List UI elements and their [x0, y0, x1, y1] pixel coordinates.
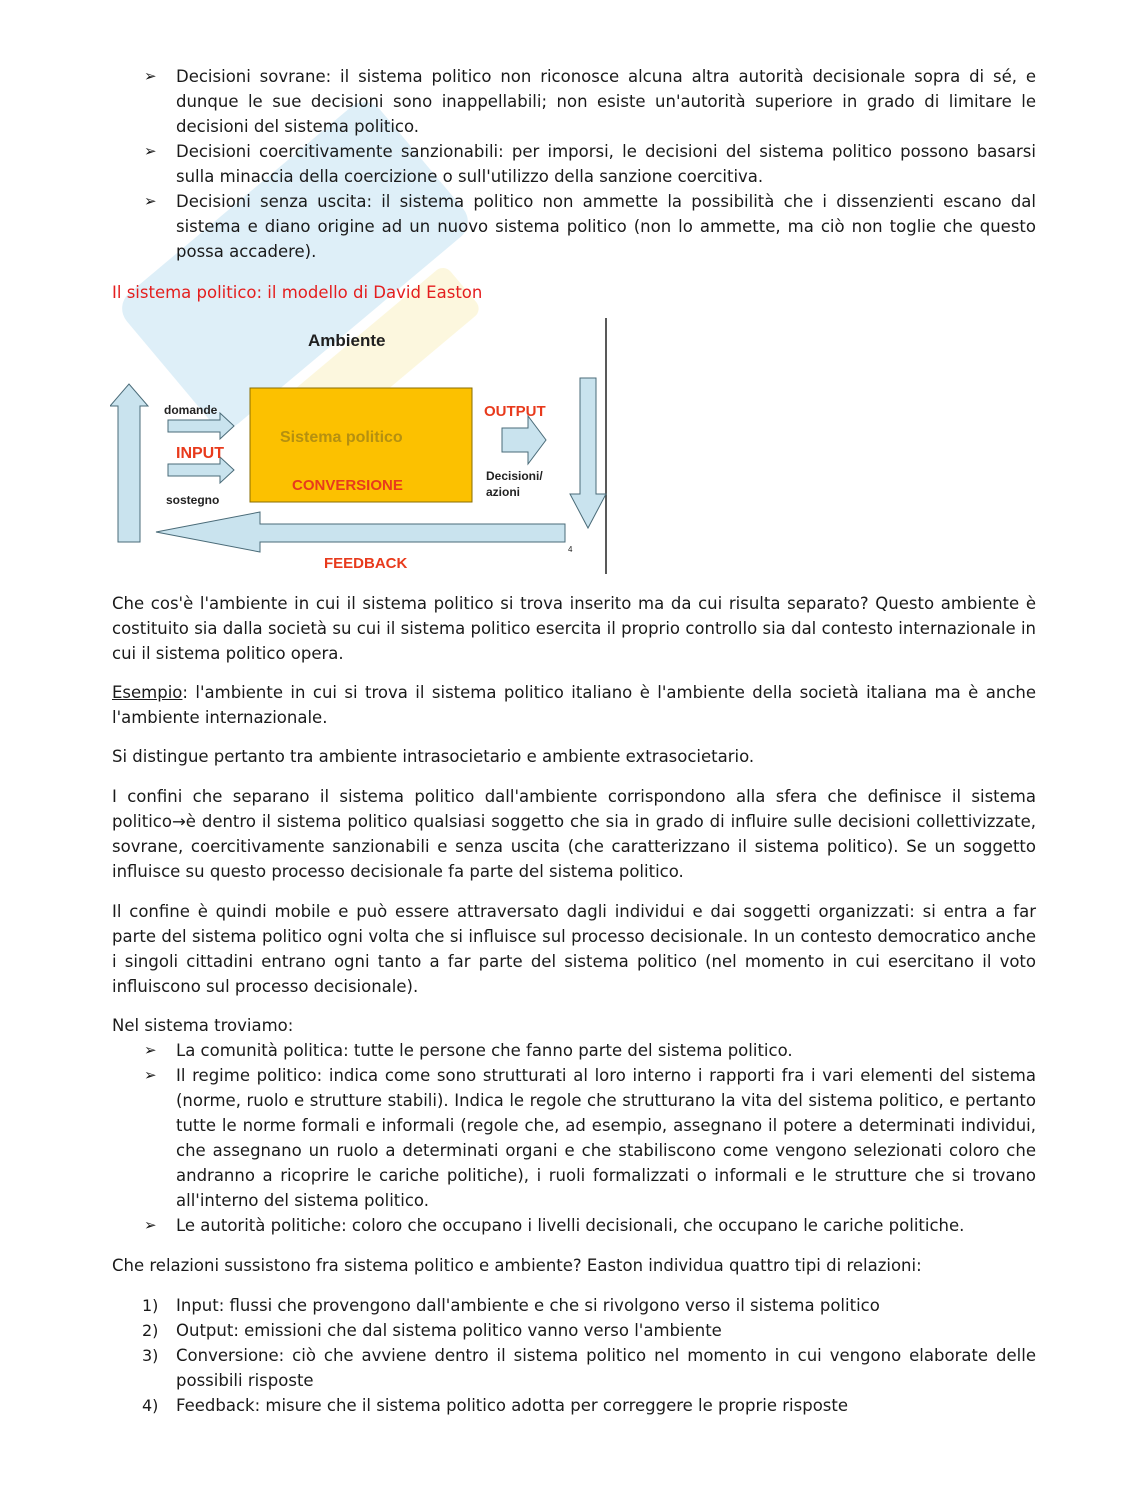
bullet-arrow-icon: ➢	[144, 192, 157, 210]
left-up-arrow	[110, 384, 148, 542]
list-item: 1) Input: flussi che provengono dall'ambiente e che si rivolgono verso il sistema politico	[112, 1293, 1036, 1318]
output-arrow	[502, 416, 546, 464]
feedback-label: FEEDBACK	[324, 555, 408, 572]
list-item: 4) Feedback: misure che il sistema politico adotta per correggere le proprie risposte	[112, 1393, 1036, 1418]
output-label: OUTPUT	[484, 403, 546, 420]
domande-label: domande	[164, 403, 218, 417]
easton-diagram	[110, 316, 610, 578]
bullet-arrow-icon: ➢	[144, 1041, 157, 1059]
list-item: 3) Conversione: ciò che avviene dentro il sistema politico nel momento in cui vengono elaborate delle possibili risposte	[112, 1343, 1036, 1393]
list-number: 2)	[142, 1321, 159, 1340]
paragraph-ambiente: Che cos'è l'ambiente in cui il sistema politico si trova inserito ma da cui risulta separato? Questo ambiente è costituito sia dalla società su cui il sistema politico esercita il proprio controllo sia dal contesto internazionale in cui il sistema politico opera.	[112, 594, 1036, 663]
ambiente-label: Ambiente	[308, 331, 386, 350]
paragraph-confini: I confini che separano il sistema politico dall'ambiente corrispondono alla sfera che definisce il sistema politico→è dentro il sistema politico qualsiasi soggetto che sia in grado di influire sulle decisioni collettivizzate, sovrane, coercitivamente sanzionabili e senza uscita (che caratterizzano il sistema politico). Se un soggetto influisce su questo processo decisionale fa parte del sistema politico.	[112, 787, 1036, 881]
section-heading: Il sistema politico: il modello di David Easton	[112, 283, 483, 302]
feedback-arrow	[156, 512, 565, 552]
list-item: ➢ Decisioni senza uscita: il sistema politico non ammette la possibilità che i dissenzienti escano dal sistema e diano origine ad un nuovo sistema politico (non lo ammette, ma ciò non toglie che questo possa accadere).	[112, 189, 1036, 264]
paragraph-distinzione: Si distingue pertanto tra ambiente intrasocietario e ambiente extrasocietario.	[112, 747, 755, 766]
decisioni-label: Decisioni/	[486, 469, 543, 483]
numbered-list	[112, 1293, 1036, 1418]
list-item: ➢ La comunità politica: tutte le persone che fanno parte del sistema politico.	[112, 1038, 1036, 1063]
azioni-label: azioni	[486, 485, 521, 499]
list-item: ➢ Le autorità politiche: coloro che occupano i livelli decisionali, che occupano le cariche politiche.	[112, 1213, 1036, 1238]
list-item: ➢ Il regime politico: indica come sono strutturati al loro interno i rapporti fra i vari elementi del sistema (norme, ruolo e strutture stabili). Indica le regole che strutturano la vita del sistema politico, e pertanto tutte le norme formali e informali (regole che, ad esempio, assegnano il potere a determinati individui, che assegnano un ruolo a determinati organi e che stabiliscono come vengono selezionati coloro che andranno a ricoprire le cariche politiche), i ruoli formalizzati o informali e le strutture che si trovano all'interno del sistema politico.	[112, 1063, 1036, 1213]
paragraph-confine-mobile: Il confine è quindi mobile e può essere attraversato dagli individui e dai soggetti organizzati: si entra a far parte del sistema politico ogni volta che si influisce sul processo decisionale. In un contesto democratico anche i singoli cittadini entrano ogni tanto a far parte del sistema politico (nel momento in cui esercitano il voto influiscono sul processo decisionale).	[112, 902, 1036, 996]
bullet-arrow-icon: ➢	[144, 67, 157, 85]
list-item: ➢ Decisioni coercitivamente sanzionabili: per imporsi, le decisioni del sistema politico possono basarsi sulla minaccia della coercizione o sull'utilizzo della sanzione coercitiva.	[112, 139, 1036, 189]
list-number: 3)	[142, 1346, 159, 1365]
top-bullet-list	[112, 64, 1036, 264]
list-item: 2) Output: emissioni che dal sistema politico vanno verso l'ambiente	[112, 1318, 1036, 1343]
paragraph-relazioni: Che relazioni sussistono fra sistema politico e ambiente? Easton individua quattro tipi di relazioni:	[112, 1256, 922, 1275]
bullet-arrow-icon: ➢	[144, 1216, 157, 1234]
paragraph-nel-sistema: Nel sistema troviamo:	[112, 1016, 294, 1035]
conversione-label: CONVERSIONE	[292, 477, 403, 494]
list-number: 1)	[142, 1296, 159, 1315]
bullet-arrow-icon: ➢	[144, 1066, 157, 1084]
esempio-label: Esempio	[112, 683, 183, 702]
right-down-arrow	[570, 378, 606, 528]
list-number: 4)	[142, 1396, 159, 1415]
paragraph-esempio: Esempio: l'ambiente in cui si trova il sistema politico italiano è l'ambiente della società italiana ma è anche l'ambiente internazionale.	[112, 683, 1036, 727]
sistema-label: Sistema politico	[280, 429, 403, 446]
bullet-arrow-icon: ➢	[144, 142, 157, 160]
sostegno-label: sostegno	[166, 493, 220, 507]
list-item: ➢ Decisioni sovrane: il sistema politico non riconosce alcuna altra autorità decisionale sopra di sé, e dunque le sue decisioni sono inappellabili; non esiste un'autorità superiore in grado di limitare le decisioni del sistema politico.	[112, 64, 1036, 139]
page-mark: 4	[568, 545, 573, 554]
middle-bullet-list	[112, 1038, 1036, 1238]
input-label: INPUT	[176, 445, 224, 462]
